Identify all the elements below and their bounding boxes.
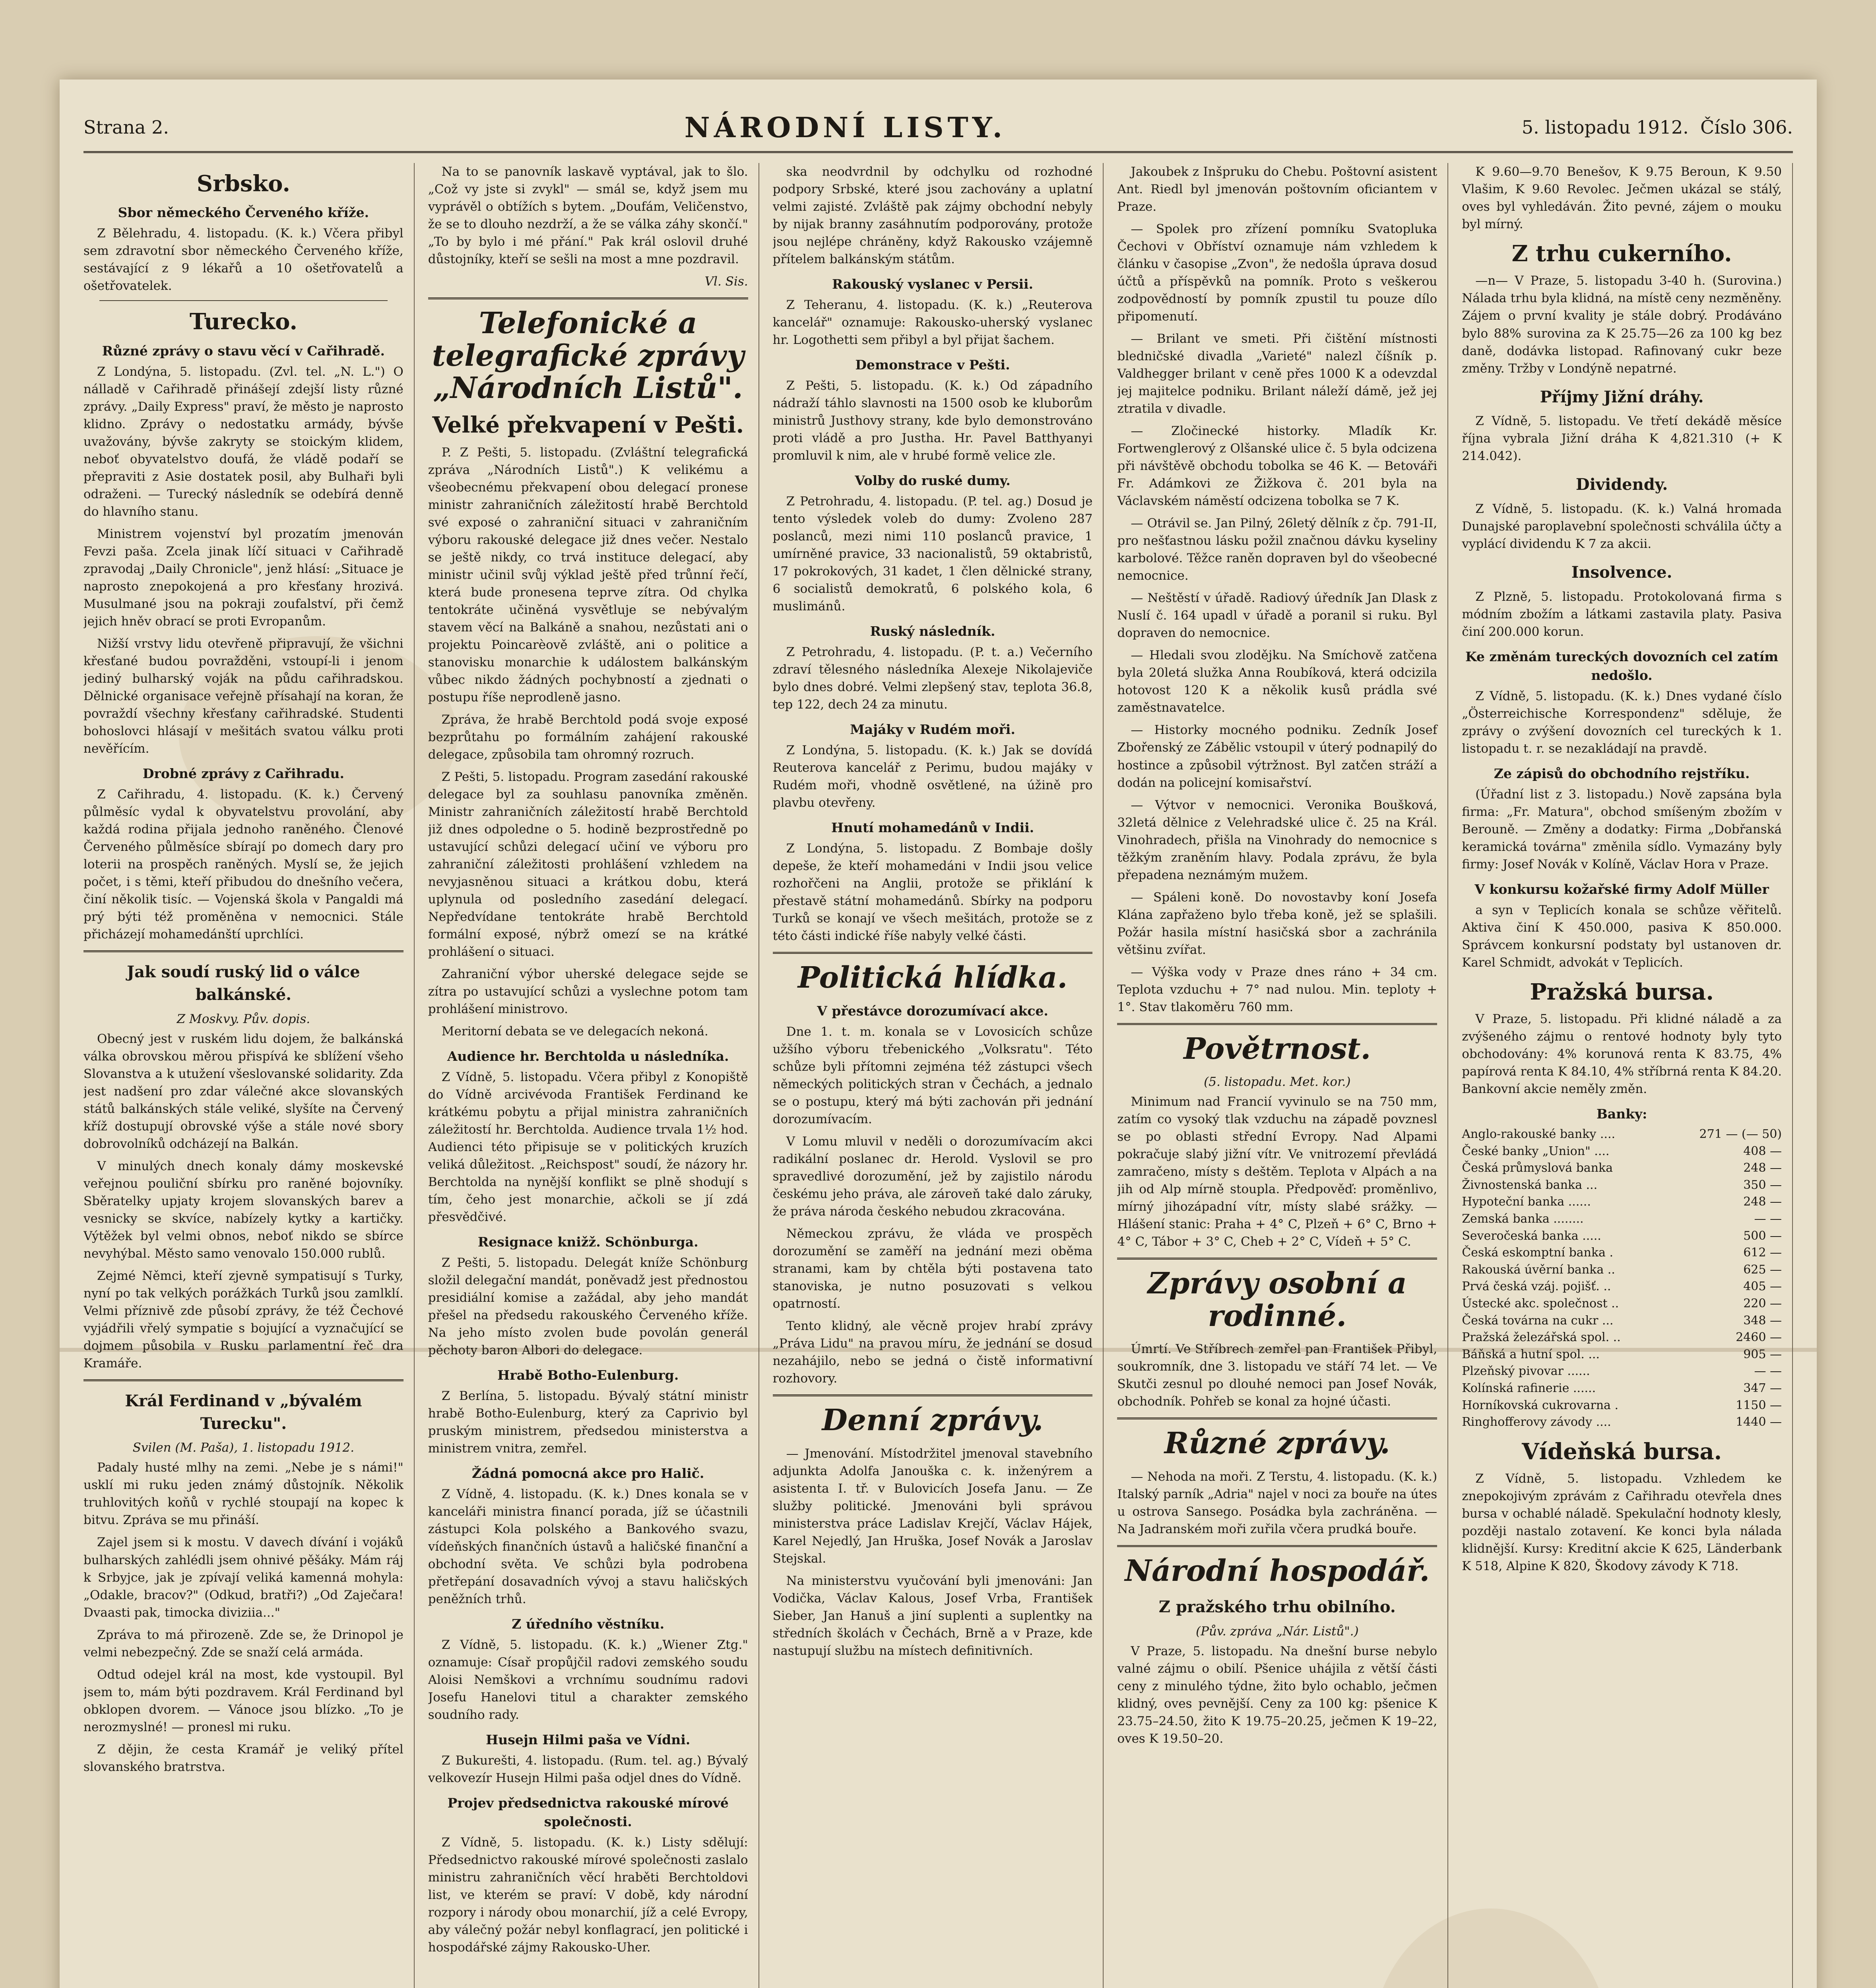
article-paragraph: Jakoubek z Inšpruku do Chebu. Poštovní asistent Ant. Riedl byl jmenován poštovním oficiantem v Praze.: [1117, 165, 1438, 214]
table-cell-value: 348 —: [1743, 1313, 1782, 1328]
article-paragraph: Z Vídně, 5. listopadu. Včera přibyl z Konopiště do Vídně arcivévoda František Ferdinand ke krátkému pobytu a přijal ministra zahraničních záležitostí hr. Berchtolda. Audience trvala 1½ hod. Audienci této připisuje se v politických kruzích veliká důležitost. „Reichspost" soudí, že názory hr. Berchtolda na nynější konflikt se plně shodují s tím, čeho jest monarchie, ačkoli se jí zdá přesvědčivé.: [428, 1070, 748, 1225]
article-paragraph: Z dějin, že cesta Kramář je veliký přítel slovanského bratrstva.: [83, 1742, 404, 1774]
section-heading-jizni: Příjmy Jižní dráhy.: [1540, 387, 1704, 406]
section-heading-burza: Pražská bursa.: [1530, 978, 1714, 1005]
subheading: Z pražského trhu obilního.: [1158, 1597, 1396, 1616]
table-cell-value: — —: [1754, 1364, 1782, 1378]
table-cell-value: 2460 —: [1736, 1330, 1782, 1345]
subheading: Hrabě Botho-Eulenburg.: [497, 1367, 679, 1383]
article-paragraph: — Otrávil se. Jan Pilný, 26letý dělník z čp. 791-II, pro nešťastnou lásku požil značnou dávku kyseliny karbolové. Těžce raněn dopraven byl do všeobecné nemocnice.: [1117, 516, 1438, 583]
table-row: [1462, 1211, 1782, 1228]
article-paragraph: Z Vídně, 5. listopadu. (K. k.) „Wiener Ztg." oznamuje: Císař propůjčil radovi zemského soudu Aloisi Nemškovi a vrchnímu soudnímu radovi Josefu Hanelovi titul a charakter zemského soudního rady.: [428, 1637, 748, 1722]
article-paragraph: — Spolek pro zřízení pomníku Svatopluka Čechovi v Obříství oznamuje nám vzhledem k článku v časopise „Zvon", že nedošla úprava dosud účtů a příspěvků na pomník. Proto s veškerou zodpovědností by pomník zpustil tu pouze dílo připomenutí.: [1117, 222, 1438, 324]
table-row: [1462, 1262, 1782, 1279]
article-paragraph: — Hledali svou zlodějku. Na Smíchově zatčena byla 20letá služka Anna Roubíková, která odcizila hotovost 120 K a několik kusů prádla své zaměstnavatelce.: [1117, 648, 1438, 715]
subheading: V konkursu kožařské firmy Adolf Müller: [1474, 881, 1769, 897]
divider: [428, 297, 748, 299]
section-heading-turecko: Turecko.: [189, 309, 297, 335]
subheading: Ruský následník.: [870, 623, 995, 639]
table-cell-value: 625 —: [1743, 1262, 1782, 1277]
table-cell-name: Zemská banka ........: [1462, 1212, 1584, 1226]
article-paragraph: — Jmenování. Místodržitel jmenoval stavebního adjunkta Adolfa Janouška c. k. inženýrem a asistenta I. tř. v Bulovicích Josefa Janu. — Ze služby politické. Jmenováni byli správou ministerstva práce Ladislav Krejčí, Václav Hájek, Karel Nejedlý, Jan Hruška, Josef Novák a Jaroslav Stejskal.: [772, 1446, 1093, 1566]
article-paragraph: Dne 1. t. m. konala se v Lovosicích schůze užšího výboru třebenického „Volksratu". Této schůze byli přítomni zejména též zástupci všech německých politických stran v Čechách, a jednalo se o postupu, který má býti zachován při jednání dorozumívacím.: [772, 1024, 1093, 1127]
article-paragraph: a syn v Teplicích konala se schůze věřitelů. Aktiva činí K 450.000, pasiva K 850.000. Správcem konkursní podstaty byl ustanoven dr. Karel Schmidt, advokát v Teplicích.: [1462, 903, 1782, 970]
article-paragraph: V Praze, 5. listopadu. Při klidné náladě a za zvýšeného zájmu o rentové hodnoty byly tyto obchodovány: 4% korunová renta K 83.75, 4% papírová renta K 84.10, 4% stříbrná renta K 84.20. Bankovní akcie neměly změn.: [1462, 1012, 1782, 1097]
article-paragraph: Z Vídně, 5. listopadu. Ve třetí dekádě měsíce října vybrala Jižní dráha K 4,821.310 (+ K 214.042).: [1462, 414, 1782, 464]
article-paragraph: Německou zprávu, že vláda ve prospěch dorozumění se zaměří na jednání mezi oběma stranami, kam by chtěla býti postavena tato stanoviska, je nutno posuzovati s velkou opatrností.: [772, 1227, 1093, 1311]
section-heading-srbsko: Srbsko.: [196, 171, 291, 197]
article-paragraph: Z Bělehradu, 4. listopadu. (K. k.) Včera přibyl sem zdravotní sbor německého Červeného kříže, sestávající z 9 lékařů a 10 ošetřovatelů a ošetřovatelek.: [83, 226, 404, 293]
subheading: Různé zprávy o stavu věcí v Cařihradě.: [102, 343, 385, 359]
article-paragraph: ska neodvrdnil by odchylku od rozhodné podpory Srbské, které jsou zachovány a uplatní velmi zajisté. Zvláště pak zájmy obchodní nebyly by nijak branny zasáhnutím podporovány, protože jsou nejlépe chráněny, když Rakousko vzájemně přítelem balkánským státům.: [772, 165, 1093, 267]
divider: [1117, 1417, 1437, 1419]
table-row: [1462, 1126, 1782, 1143]
article-paragraph: Zajel jsem si k mostu. V davech dívání i vojáků bulharských zahlédli jsem ohnivé pěšáky. Mám ráj k Srbyjce, jak je zpívají veliká kamenná mohyla: „Odakle, bracov?" (Odkud, bratři?) „Od Zaječara! Dvaasti pak, timocka diviziia...": [83, 1535, 404, 1620]
page-number: Strana 2.: [83, 116, 169, 138]
table-cell-value: — —: [1754, 1212, 1782, 1226]
table-title: Banky:: [1596, 1106, 1647, 1122]
table-cell-value: 1150 —: [1736, 1398, 1782, 1412]
subheading: V přestávce dorozumívací akce.: [817, 1003, 1048, 1019]
article-paragraph: Z Plzně, 5. listopadu. Protokolovaná firma s módním zbožím a látkami zastavila platy. Pasiva činí 200.000 korun.: [1462, 590, 1782, 639]
table-row: [1462, 1295, 1782, 1312]
article-paragraph: — Spáleni koně. Do novostavby koní Josefa Klána zapřaženo bylo třeba koně, jež se splašili. Požár hasila místní hasičská sbor a zachránila většinu zvířat.: [1117, 890, 1438, 957]
table-row: [1462, 1414, 1782, 1431]
subheading: Drobné zprávy z Cařihradu.: [142, 765, 344, 781]
table-cell-name: Ústecké akc. společnost ..: [1462, 1296, 1619, 1310]
masthead: [83, 103, 1793, 153]
issue-date: [1522, 116, 1793, 138]
article-paragraph: V minulých dnech konaly dámy moskevské veřejnou pouliční sbírku pro raněné bojovníky. Sběratelky upjaty krojem slovanských barev a vesnicky se skvíce, nabízely kytky a kartičky. Výtěžek byl velmi obnos, neboť nikdo se sbírce nevyhýbal. Město samo venovalo 150.000 rublů.: [83, 1159, 404, 1261]
table-row: [1462, 1177, 1782, 1194]
section-banner-telefon: Telefonické a telegrafické zprávy „Národních Listů".: [432, 306, 744, 405]
section-heading-dividendy: Dividendy.: [1575, 475, 1668, 494]
article-paragraph: Z Petrohradu, 4. listopadu. (P. tel. ag.) Dosud je tento výsledek voleb do dumy: Zvoleno 287 poslanců, mezi nimi 110 poslanců pravice, 1 umírněné pravice, 33 nacionalistů, 59 oktabristů, 17 pokrokových, 31 kadet, 1 člen dělnické strany, 6 socialistů demokratů, 6 polského kola, 6 muslimánů.: [772, 494, 1093, 613]
table-row: [1462, 1380, 1782, 1397]
article-paragraph: (Úřadní list z 3. listopadu.) Nově zapsána byla firma: „Fr. Matura", obchod smíšeným zbožím v Berouně. — Změny a dodatky: Firma „Dobřanská keramická továrna" změnila sídlo. Vymazány byly firmy: Josef Novák v Kolíně, Václav Hora v Praze.: [1462, 787, 1782, 872]
article-headline: Král Ferdinand v „bývalém Turecku".: [125, 1391, 362, 1433]
divider: [1117, 1545, 1437, 1547]
section-heading-cukr: Z trhu cukerního.: [1511, 241, 1732, 267]
article-paragraph: V Lomu mluvil v neděli o dorozumívacím akci radikální poslanec dr. Herold. Vyslovil se pro spravedlivé dorozumění, jež by zajistilo národu českému jeho práva, ale zároveň také dalo záruky, že práva národa českého nebudou zkracována.: [772, 1134, 1093, 1219]
subheading: Ze zápisů do obchodního rejstříku.: [1494, 765, 1750, 781]
divider: [1117, 1258, 1437, 1260]
article-headline: Jak soudí ruský lid o válce balkánské.: [127, 962, 360, 1004]
article-paragraph: — Historky mocného podniku. Zedník Josef Zbořenský ze Zábělic vstoupil v úterý podnapilý do hostince a způsobil výtržnost. Byl zatčen stráží a dodán na policejní komisařství.: [1117, 723, 1438, 790]
newspaper-title: NÁRODNÍ LISTY.: [684, 111, 1006, 144]
subheading: Z úředního věstníku.: [512, 1616, 665, 1632]
subheading: Resignace knižž. Schönburga.: [477, 1234, 698, 1250]
table-cell-value: 405 —: [1743, 1279, 1782, 1294]
table-cell-name: Kolínská rafinerie ......: [1462, 1381, 1596, 1395]
date: 5. listopadu 1912.: [1521, 116, 1689, 138]
subheading: Projev předsednictva rakouské mírové společnosti.: [447, 1795, 729, 1829]
table-row: [1462, 1312, 1782, 1330]
article-paragraph: Na to se panovník laskavě vyptával, jak to šlo. „Což vy jste si zvykl" — smál se, když jsem mu vyprávěl o obtížích s bytem. „Doufám, Veličenstvo, že se to dlouho nezdrží, a že se válka záhy skončí." „To by bylo i mé přání." Pak král oslovil druhé důstojníky, kteří se sešli na most a mne pozdravil.: [428, 165, 748, 267]
subheading: Husejn Hilmi paša ve Vídni.: [486, 1732, 691, 1747]
article-paragraph: Z Bukurešti, 4. listopadu. (Rum. tel. ag.) Bývalý velkovezír Husejn Hilmi paša odjel dnes do Vídně.: [428, 1753, 748, 1785]
dateline: (Pův. zpráva „Nár. Listů".): [1195, 1624, 1359, 1639]
table-cell-name: Ringhofferovy závody ....: [1462, 1415, 1611, 1429]
section-banner-povetrnost: Povětrnost.: [1183, 1031, 1371, 1066]
divider: [83, 950, 404, 952]
column-2: [428, 163, 759, 1988]
column-1: [83, 163, 415, 1988]
table-row: [1462, 1278, 1782, 1295]
table-cell-value: 905 —: [1743, 1347, 1782, 1361]
table-row: [1462, 1194, 1782, 1211]
table-row: [1462, 1397, 1782, 1414]
table-cell-name: Pražská železářská spol. ..: [1462, 1330, 1621, 1345]
table-cell-name: Česká továrna na cukr ...: [1462, 1313, 1614, 1328]
dateline: Z Moskvy. Pův. dopis.: [177, 1011, 310, 1026]
table-cell-value: 500 —: [1743, 1229, 1782, 1243]
article-paragraph: Z Vídně, 5. listopadu. (K. k.) Dnes vydané číslo „Österreichische Korrespondenz" sděluje, že zprávy o zvýšení dovozních cel tureckých k 1. listopadu t. r. se nezakládají na pravdě.: [1462, 689, 1782, 756]
table-cell-name: Rakouská úvěrní banka ..: [1462, 1262, 1615, 1277]
article-paragraph: V Praze, 5. listopadu. Na dnešní burse nebylo valné zájmu o obilí. Pšenice uhájila z větší části ceny z minulého týdne, žito bylo ochablo, ječmen klidný, oves pevnější. Ceny za 100 kg: pšenice K 23.75–24.50, žito K 19.75–20.25, ječmen K 19–22, oves K 19.50–20.: [1117, 1644, 1438, 1746]
signature: Vl. Sis.: [704, 274, 748, 289]
article-paragraph: Z Cařihradu, 4. listopadu. (K. k.) Červený půlměsíc vydal k obyvatelstvu provolání, aby každá rodina přijala jednoho raněného. Členové Červeného půlměsíce sbírají po domech dary pro loterii na prospěch raněných. Myslí se, že jejich počet, i s těmi, kteří přibudou do dnešního večera, činí několik tisíc. — Vojenská škola v Pangaldi má prý býti též proměněna v nemocnici. Stále přicházejí mohamedánští uprchlíci.: [83, 787, 404, 942]
article-paragraph: Z Vídně, 4. listopadu. (K. k.) Dnes konala se v kanceláři ministra financí porada, jíž se účastnili zástupci Kola polského a Bankového svazu, vídeňských finančních ústavů a haličské finanční a obchodní světa. Ve schůzi byla podrobena přetřepání dosavadních vývoj a stavu haličských peněžních trhů.: [428, 1487, 748, 1607]
article-paragraph: Minimum nad Francií vyvinulo se na 750 mm, zatím co vysoký tlak vzduchu na západě povznesl se po oblasti střední Evropy. Nad Alpami pokračuje slabý jižní vítr. Ve vnitrozemí převládá zamračeno, místy s deštěm. Teplota v Alpách a na jih od Alp mírně stoupla. Předpověď: proměnlivo, mírný jihozápadní vítr, místy slabé srážky. — Hlášení stanic: Praha + 4° C, Plzeň + 6° C, Brno + 4° C, Tábor + 3° C, Cheb + 2° C, Vídeň + 5° C.: [1117, 1095, 1438, 1249]
divider: [1117, 1023, 1437, 1025]
article-paragraph: Nižší vrstvy lidu otevřeně připravují, že všichni křesťané budou povražděni, vstoupí-li i jenom jediný bulharský voják na půdu cařihradskou. Dělnické organisace veřejně přísahají na koran, že povraždí všechny křesťany cařihradské. Studenti bohoslovci hlásají v mešitách svatou válku proti nevěřícím.: [83, 636, 404, 756]
table-cell-name: Anglo-rakouské banky ....: [1462, 1127, 1616, 1142]
article-paragraph: Obecný jest v ruském lidu dojem, že balkánská válka obrovskou měrou přispívá ke sblížení všeho Slovanstva a k utužení všeslovanské solidarity. Zda jest nadšení pro zdar válečné akce slovanských států balkánských stále veliké, slyšíte na Červený kříž dostupují obrovské výše a stále nové sbory dobrovolníků odcházejí na Balkán.: [83, 1031, 404, 1151]
section-heading-videnska: Vídeňská bursa.: [1522, 1438, 1722, 1465]
article-paragraph: — Zločinecké historky. Mladík Kr. Fortwenglerový z Olšanské ulice č. 5 byla odcizena při návštěvě obchodu tobolka se 46 K. — Betováři Fr. Adámkovi ze Žižkova č. 201 byla na Václavském náměstí odcizena tobolka se 7 K.: [1117, 424, 1438, 509]
subheading: Žádná pomocná akce pro Halič.: [472, 1466, 704, 1481]
table-cell-value: 248 —: [1743, 1195, 1782, 1209]
article-paragraph: Z Berlína, 5. listopadu. Bývalý státní ministr hrabě Botho-Eulenburg, který za Caprivio byl pruským ministrem, předsedou ministerstva a ministrem vnitra, zemřel.: [428, 1389, 748, 1456]
article-paragraph: —n— V Praze, 5. listopadu 3-40 h. (Surovina.) Nálada trhu byla klidná, na místě ceny nezměněny. Zájem o první kvality je stále dobrý. Prodáváno bylo 88% surovina za K 25.75—26 za 100 kg bez daně, dodávka listopad. Rafinovaný cukr beze změny. Tržby v Londýně nepatrné.: [1462, 274, 1782, 376]
article-paragraph: Tento klidný, ale věcně projev hrabí zprávy „Práva Lidu" na pravou míru, že jednání se dosud nezahájilo, nebo se jedná o čistě informativní rozhovory.: [772, 1319, 1093, 1386]
article-paragraph: Odtud odejel král na most, kde vystoupil. Byl jsem to, mám býti pozdravem. Král Ferdinand byl obklopen dvorem. — Vánoce jsou blízko. „To je nerozmyslné! — pronesl mi ruku.: [83, 1667, 404, 1734]
article-paragraph: Z Pešti, 5. listopadu. Program zasedání rakouské delegace byl za souhlasu panovníka změněn. Ministr zahraničních záležitostí hrabě Berchtold již dnes odpoledne o 5. hodině bezprostředně po ustavující schůzi delegací učiní ve výboru pro zahraniční záležitosti prohlášení vzhledem na nevyjasněnou situaci a krátkou dobu, která uplynula od posledního zasedání delegací. Nepředvídane tentokráte hrabě Berchtold formální exposé, nýbrž omezí se na krátké prohlášení o situaci.: [428, 769, 748, 959]
table-cell-name: Severočeská banka .....: [1462, 1229, 1601, 1243]
table-cell-value: 347 —: [1743, 1381, 1782, 1395]
column-3: [773, 163, 1104, 1988]
table-cell-value: 350 —: [1743, 1178, 1782, 1192]
article-paragraph: K 9.60—9.70 Benešov, K 9.75 Beroun, K 9.50 Vlašim, K 9.60 Revolec. Ječmen ukázal se stálý, oves byl vyhledáván. Žito pevné, zájem o mouku byl mírný.: [1462, 165, 1782, 232]
article-paragraph: Z Londýna, 5. listopadu. (Zvl. tel. „N. L.") O nálladě v Cařihradě přinášejí zdejší listy různé zprávy. „Daily Express" praví, že město je naprosto klidno. Zprávy o nedostatku armády, bývše uvažovány, bývše zakryty se stoickým klidem, neboť obyvatelstvo doufá, že vládě podaří se přepraviti z Asie dostatek posil, aby Bulhaři byli odraženi. — Turecký následník se odebírá denně do hlavního stanu.: [83, 364, 404, 519]
section-banner-osobni: Zprávy osobní a rodinné.: [1147, 1266, 1407, 1333]
divider: [773, 1394, 1093, 1396]
article-paragraph: Z Vídně, 5. listopadu. Vzhledem ke znepokojivým zprávám z Cařihradu otevřela dnes bursa v ochablé náladě. Spekulační hodnoty klesly, později nastalo zotavení. Ke konci byla nálada klidnější. Kursy: Kreditní akcie K 625, Länderbank K 518, Alpine K 820, Škodovy závody K 718.: [1462, 1472, 1782, 1574]
article-paragraph: Na ministerstvu vyučování byli jmenováni: Jan Vodička, Václav Kalous, Josef Vrba, František Sieber, Jan Hanuš a jiní suplenti a suplentky na středních školách v Čechách, Brně a v Praze, kde nastupují službu na místech definitivních.: [772, 1573, 1093, 1658]
table-cell-name: Báňská a hutní spol. ...: [1462, 1347, 1600, 1361]
column-5: [1462, 163, 1793, 1988]
article-paragraph: — Výška vody v Praze dnes ráno + 34 cm. Teplota vzduchu + 7° nad nulou. Min. teploty + 1°. Stav tlakoměru 760 mm.: [1117, 965, 1438, 1014]
article-paragraph: Z Pešti, 5. listopadu. Delegát kníže Schönburg složil delegační mandát, poněvadž jest přednostou presidiální komise a zažádal, aby jeho mandát přešel na předsedu rakouského Červeného kříže. Na jeho místo zvolen bude povolán generál pěchoty baron Albori do delegace.: [428, 1256, 748, 1358]
article-paragraph: Padaly husté mlhy na zemi. „Nebe je s námi!" usklí mi ruku jeden známý důstojník. Několik truhlovitých koňů v rychlé stoupají na kopec k bitvu. Zpráva se mu přináší.: [83, 1460, 404, 1528]
article-paragraph: Úmrtí. Ve Stříbrech zemřel pan František Přibyl, soukromník, dne 3. listopadu ve stáří 74 let. — Ve Skutči zesnul po dlouhé nemoci pan Josef Novák, obchodník. Pohřeb se konal za hojné účasti.: [1117, 1342, 1438, 1409]
subheading: Volby do ruské dumy.: [855, 472, 1011, 488]
issue-number: Číslo 306.: [1700, 116, 1793, 138]
table-cell-name: Živnostenská banka ...: [1462, 1178, 1598, 1192]
article-paragraph: Z Teheranu, 4. listopadu. (K. k.) „Reuterova kancelář" oznamuje: Rakousko-uherský vyslanec hr. Logothetti sem přibyl a byl přijat šachem.: [772, 297, 1093, 347]
article-paragraph: — Nehoda na moři. Z Terstu, 4. listopadu. (K. k.) Italský parník „Adria" najel v noci za bouře na útes u ostrova Sansego. Posádka byla zachráněna. — Na Jadranském moři zuřila včera prudká bouře.: [1117, 1469, 1438, 1536]
article-paragraph: — Neštěstí v úřadě. Radiový úředník Jan Dlask z Nuslí č. 164 upadl v úřadě a poranil si ruku. Byl dopraven do nemocnice.: [1117, 591, 1438, 641]
article-paragraph: Zpráva, že hrabě Berchtold podá svoje exposé bezprůtahu po formálním zahájení rakouské delegace, způsobila tam ohromný rozruch.: [428, 712, 748, 762]
article-paragraph: Ministrem vojenství byl prozatím jmenován Fevzi paša. Zcela jinak líčí situaci v Cařihradě zpravodaj „Daily Chronicle", jenž hlásí: „Situace je naprosto znepokojená a pro křesťany hrozivá. Musulmané jsou na pokraji zoufalství, při čemž jejich hněv obrací se proti Evropanům.: [83, 526, 404, 629]
table-row: [1462, 1228, 1782, 1245]
dateline: Svilen (M. Paša), 1. listopadu 1912.: [132, 1441, 355, 1455]
article-headline: Velké překvapení v Pešti.: [432, 412, 744, 439]
divider: [83, 1379, 404, 1381]
table-cell-name: Hypoteční banka ......: [1462, 1195, 1591, 1209]
table-row: [1462, 1346, 1782, 1363]
article-paragraph: Z Vídně, 5. listopadu. (K. k.) Listy sdělují: Předsednictvo rakouské mírové společnosti zaslalo ministru zahraničních věcí hraběti Berchtoldovi list, ve kterém se praví: V době, kdy národní rozpory i národy obou monarchií, jíž a celé Evropy, aby válečný požár nebyl konflagrací, jen politické i hospodářské zájmy Rakousko-Uher.: [428, 1835, 748, 1955]
column-4: [1117, 163, 1448, 1988]
section-banner-ruzne: Různé zprávy.: [1164, 1426, 1390, 1461]
table-row: [1462, 1363, 1782, 1380]
subheading: Sbor německého Červeného kříže.: [118, 205, 369, 221]
subheading: Demonstrace v Pešti.: [855, 357, 1010, 373]
subheading: Majáky v Rudém moři.: [850, 721, 1015, 737]
article-paragraph: Z Petrohradu, 4. listopadu. (P. t. a.) Večerního zdraví tělesného následníka Alexeje Nikolajeviče bylo dnes dobré. Velmi zlepšený stav, teplota 36.8, tep 122, dech 24 za minutu.: [772, 645, 1093, 712]
article-paragraph: — Výtvor v nemocnici. Veronika Boušková, 32letá dělnice z Velehradské ulice č. 25 na Král. Vinohradech, přišla na Vinohrady do nemocnice s těžkým zraněním hlavy. Podala zprávu, že byla přepadena neznámým mužem.: [1117, 798, 1438, 882]
table-cell-name: Horníkovská cukrovarna .: [1462, 1398, 1619, 1412]
table-cell-name: České banky „Union" ....: [1462, 1144, 1610, 1158]
article-paragraph: Z Vídně, 5. listopadu. (K. k.) Valná hromada Dunajské paroplavební společnosti schválila účty a vyplácí dividendu K 7 za akcii.: [1462, 502, 1782, 551]
table-cell-value: 408 —: [1743, 1144, 1782, 1158]
divider: [99, 300, 388, 301]
subheading: Rakouský vyslanec v Persii.: [832, 276, 1034, 292]
table-cell-value: 220 —: [1743, 1296, 1782, 1310]
section-banner-hospodar: Národní hospodář.: [1125, 1553, 1430, 1588]
subheading: Audience hr. Berchtolda u následníka.: [447, 1048, 729, 1064]
article-paragraph: P. Z Pešti, 5. listopadu. (Zvláštní telegrafická zpráva „Národních Listů".) K velikému a všeobecnému překvapení obou delegací pronese ministr zahraničních záležitostí hrabě Berchtold své exposé o zahraniční situaci v zahraničním výboru rakouské delegace již dnes večer. Nestalo se ještě nikdy, co trvá instituce delegací, aby ministr učinil svůj výklad ještě před trůnní řečí, která bude pronesena teprve zítra. Od chylka tentokráte učiněná vysvětluje se nebývalým stavem věcí na Balkáně a snahou, nezůstati ani o projektu Poincarèově zvláště, ani o politice a stanovisku monarchie k událostem balkánským vůbec nikdo žádných pochybností a zjednati o postupu říše neprodleně jasno.: [428, 445, 748, 705]
dateline: (5. listopadu. Met. kor.): [1204, 1075, 1351, 1089]
section-banner-politicka: Politická hlídka.: [797, 960, 1068, 995]
article-paragraph: Zpráva to má přirozeně. Zde se, že Drinopol je velmi nebezpečný. Zde se snaží celá armáda.: [83, 1627, 404, 1660]
table-cell-value: 612 —: [1743, 1246, 1782, 1260]
table-cell-name: Česká průmyslová banka: [1462, 1161, 1613, 1175]
article-paragraph: Meritorní debata se ve delegacích nekoná.: [441, 1024, 708, 1039]
table-row: [1462, 1244, 1782, 1262]
article-paragraph: Z Londýna, 5. listopadu. Z Bombaje došly depeše, že kteří mohamedáni v Indii jsou velice rozhořčeni na Anglii, protože se přiklání k přestavě státní mohamedánů. Sbírky na podporu Turků se konají ve všech mešitách, protože se z této části indické říše nabyly velké části.: [772, 841, 1093, 943]
table-row: [1462, 1143, 1782, 1160]
section-banner-denni: Denní zprávy.: [822, 1403, 1044, 1438]
table-cell-value: 1440 —: [1736, 1415, 1782, 1429]
article-paragraph: Zahraniční výbor uherské delegace sejde se zítra po ustavující schůzi a vyslechne potom tam prohlášení ministrovo.: [428, 967, 748, 1017]
subheading: Hnutí mohamedánů v Indii.: [831, 819, 1034, 835]
table-row: [1462, 1160, 1782, 1177]
table-cell-value: 271 — (— 50): [1699, 1127, 1782, 1142]
subheading: Ke změnám tureckých dovozních cel zatím nedošlo.: [1465, 649, 1779, 683]
table-cell-name: Česká eskomptní banka .: [1462, 1246, 1613, 1260]
table-cell-value: 248 —: [1743, 1161, 1782, 1175]
table-cell-name: Prvá česká vzáj. pojišť. ..: [1462, 1279, 1611, 1294]
article-paragraph: — Brilant ve smeti. Při čištění místnosti bledničské divadla „Varieté" nalezl číšník p. Valdhegger brilant v ceně přes 1000 K a odevzdal jej majitelce podniku. Brilant náleží dámě, jež jej ztratila v divadle.: [1117, 332, 1438, 416]
article-paragraph: Z Pešti, 5. listopadu. (K. k.) Od západního nádraží táhlo slavnosti na 1500 osob ke kluborům ministrů Justhovy strany, kde bylo demonstrováno proti vládě a pro Justha. Hr. Pavel Batthyanyi promluvil k nim, ale v hrubé formě velice zle.: [772, 378, 1093, 463]
table-row: [1462, 1329, 1782, 1346]
columns: [83, 163, 1793, 1988]
table-cell-name: Plzeňský pivovar ......: [1462, 1364, 1590, 1378]
article-paragraph: Z Londýna, 5. listopadu. (K. k.) Jak se dovídá Reuterova kancelář z Perimu, budou majáky v Rudém moři, vhodně osvětlené, na úžině pro plavbu otevřeny.: [772, 743, 1093, 810]
bourse-table: [1462, 1126, 1782, 1431]
section-heading-insolvence: Insolvence.: [1571, 563, 1672, 582]
newspaper-page: [60, 80, 1817, 1988]
article-paragraph: Zejmé Němci, kteří zjevně sympatisují s Turky, nyní po tak velkých porážkách Turků jsou zamlklí. Velmi příznivě zde působí zprávy, že též Čechové vyjádřili vřelý sympatie s bojující a vyznačující se dojmem působila v Rusku parlamentní řeč dra Kramáře.: [83, 1268, 404, 1371]
divider: [773, 952, 1093, 954]
